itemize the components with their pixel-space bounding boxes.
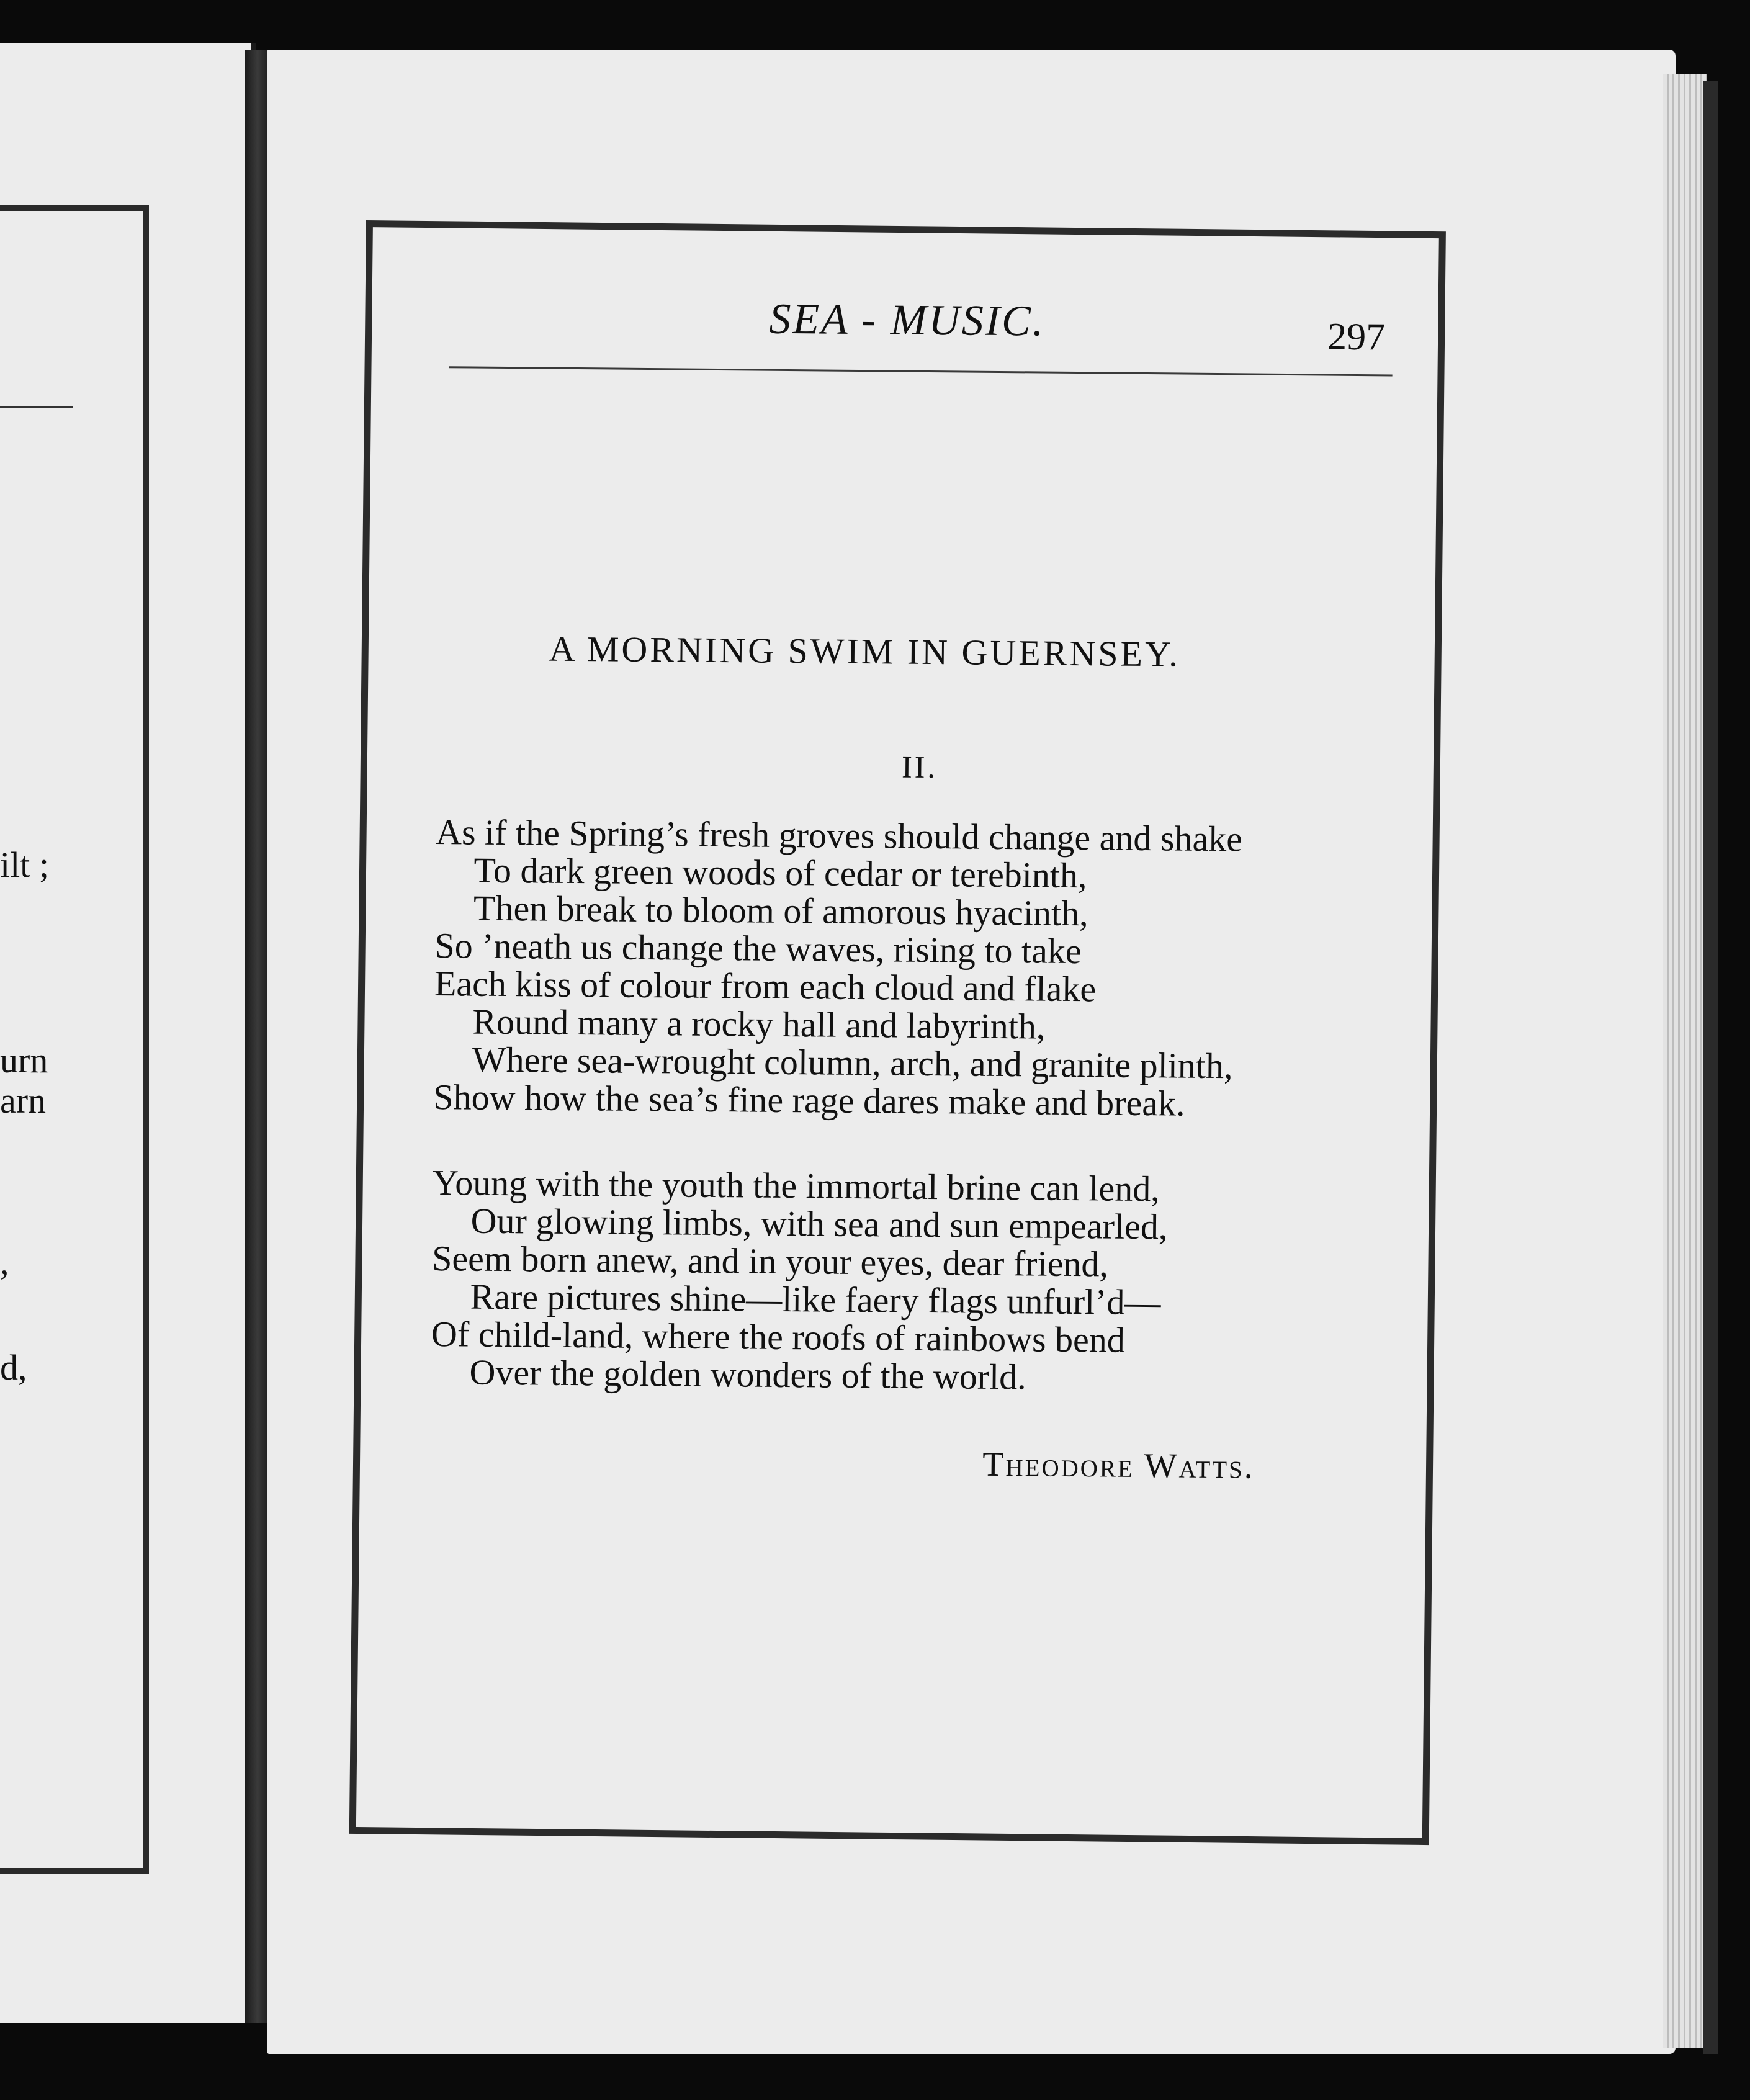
page-number: 297 (1327, 315, 1386, 359)
stanza-1 (433, 813, 1242, 1123)
poem-line: To dark green woods of cedar or terebinth, (473, 850, 1087, 896)
previous-page-fragment: urn (0, 1040, 48, 1080)
poem-line: Our glowing limbs, with sea and sun empearled, (470, 1200, 1168, 1247)
poem-line: Seem born anew, and in your eyes, dear friend, (431, 1238, 1109, 1285)
poem-author: Theodore Watts. (982, 1445, 1255, 1486)
previous-page-fragment: ilt ; (0, 845, 49, 885)
previous-page-rule (0, 406, 73, 408)
poem-line: Then break to bloom of amorous hyacinth, (473, 887, 1088, 934)
stanza-2 (431, 1164, 1168, 1397)
page-edges (1663, 74, 1707, 2048)
poem-line: Show how the sea’s fine rage dares make and break. (433, 1077, 1185, 1124)
poem-line: As if the Spring’s fresh groves should change and shake (435, 812, 1243, 859)
poem-section-number: II. (901, 749, 938, 785)
book-gutter (245, 50, 270, 2023)
previous-page-fragment: d, (0, 1347, 27, 1388)
header-rule (449, 366, 1393, 376)
poem-line: Rare pictures shine—like faery flags unfurl’d— (470, 1276, 1161, 1323)
poem-line: So ’neath us change the waves, rising to take (434, 925, 1082, 972)
running-title: SEA - MUSIC. (769, 295, 1046, 346)
cover-edge (1703, 81, 1718, 2054)
poem-line: Over the golden wonders of the world. (469, 1352, 1026, 1398)
previous-page-fragment: , (0, 1242, 9, 1282)
poem-title: A MORNING SWIM IN GUERNSEY. (549, 628, 1181, 675)
previous-page-fragment: arn (0, 1080, 47, 1121)
poem-line: Each kiss of colour from each cloud and flake (434, 963, 1097, 1010)
previous-page (0, 43, 256, 2023)
page-content (421, 273, 1402, 1833)
poem-line: Of child-land, where the roofs of rainbows bend (431, 1314, 1126, 1360)
poem-line: Where sea-wrought column, arch, and granite plinth, (472, 1039, 1233, 1087)
poem-line: Round many a rocky hall and labyrinth, (472, 1001, 1046, 1047)
poem-line: Young with the youth the immortal brine can lend, (432, 1162, 1160, 1209)
